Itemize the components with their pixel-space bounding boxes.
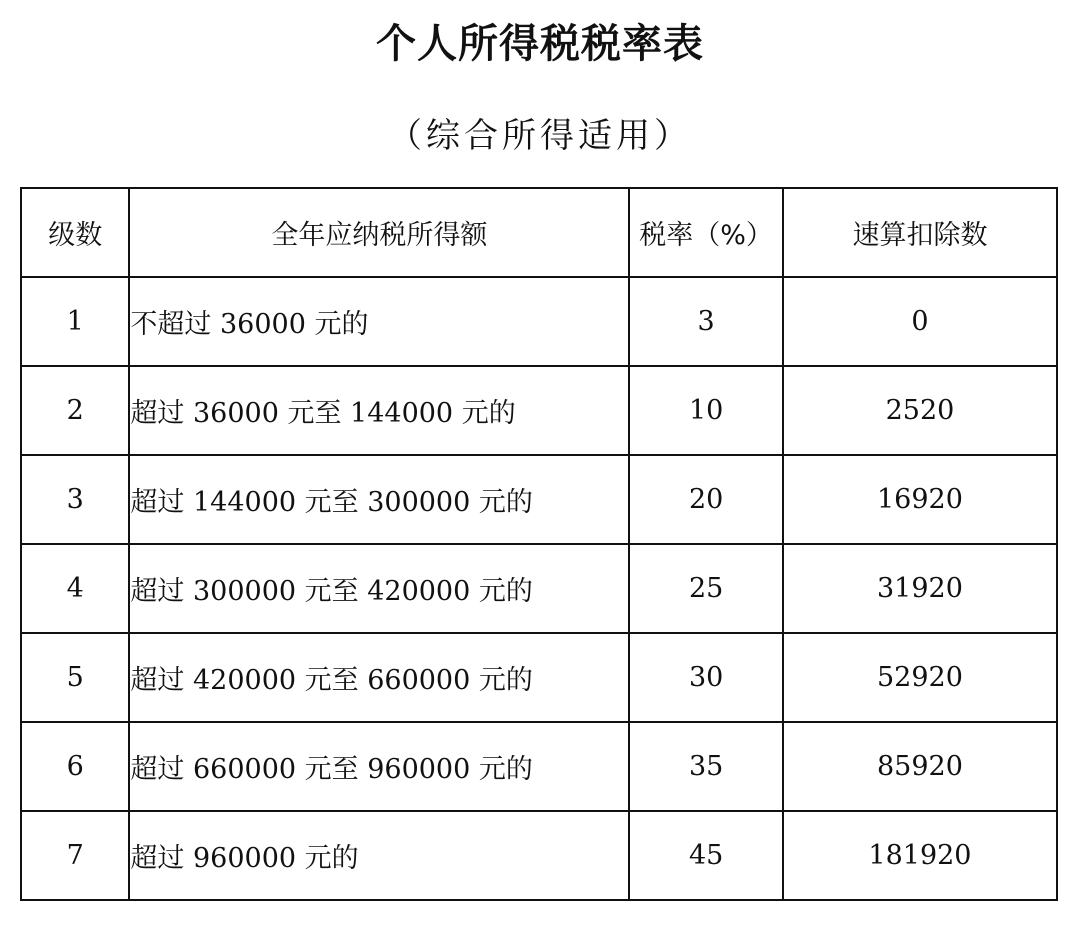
cell-level: 7	[21, 811, 129, 900]
cell-range: 超过 36000 元至 144000 元的	[129, 366, 629, 455]
table-row	[21, 544, 1057, 633]
cell-range: 超过 144000 元至 300000 元的	[129, 455, 629, 544]
cell-rate: 3	[629, 277, 783, 366]
cell-deduction: 181920	[783, 811, 1057, 900]
cell-level: 6	[21, 722, 129, 811]
cell-rate: 45	[629, 811, 783, 900]
cell-level: 1	[21, 277, 129, 366]
table-header	[21, 188, 1057, 277]
header-level: 级数	[21, 188, 129, 277]
cell-level: 4	[21, 544, 129, 633]
cell-range: 超过 960000 元的	[129, 811, 629, 900]
table-row	[21, 633, 1057, 722]
cell-rate: 20	[629, 455, 783, 544]
table-row	[21, 722, 1057, 811]
cell-deduction: 2520	[783, 366, 1057, 455]
cell-range: 超过 300000 元至 420000 元的	[129, 544, 629, 633]
header-tax-rate: 税率（%）	[629, 188, 783, 277]
cell-rate: 35	[629, 722, 783, 811]
cell-deduction: 52920	[783, 633, 1057, 722]
header-row	[21, 188, 1057, 277]
cell-range: 不超过 36000 元的	[129, 277, 629, 366]
table-row	[21, 455, 1057, 544]
tax-rate-table	[20, 187, 1058, 901]
page-title: 个人所得税税率表	[376, 21, 704, 67]
cell-deduction: 85920	[783, 722, 1057, 811]
cell-rate: 10	[629, 366, 783, 455]
cell-rate: 25	[629, 544, 783, 633]
cell-range: 超过 660000 元至 960000 元的	[129, 722, 629, 811]
cell-deduction: 0	[783, 277, 1057, 366]
table-row	[21, 811, 1057, 900]
cell-deduction: 31920	[783, 544, 1057, 633]
header-quick-deduction: 速算扣除数	[783, 188, 1057, 277]
cell-range: 超过 420000 元至 660000 元的	[129, 633, 629, 722]
header-taxable-income: 全年应纳税所得额	[129, 188, 629, 277]
cell-rate: 30	[629, 633, 783, 722]
table-row	[21, 277, 1057, 366]
cell-deduction: 16920	[783, 455, 1057, 544]
table-row	[21, 366, 1057, 455]
cell-level: 5	[21, 633, 129, 722]
table-body	[21, 277, 1057, 900]
page-subtitle: （综合所得适用）	[388, 116, 692, 156]
cell-level: 2	[21, 366, 129, 455]
cell-level: 3	[21, 455, 129, 544]
